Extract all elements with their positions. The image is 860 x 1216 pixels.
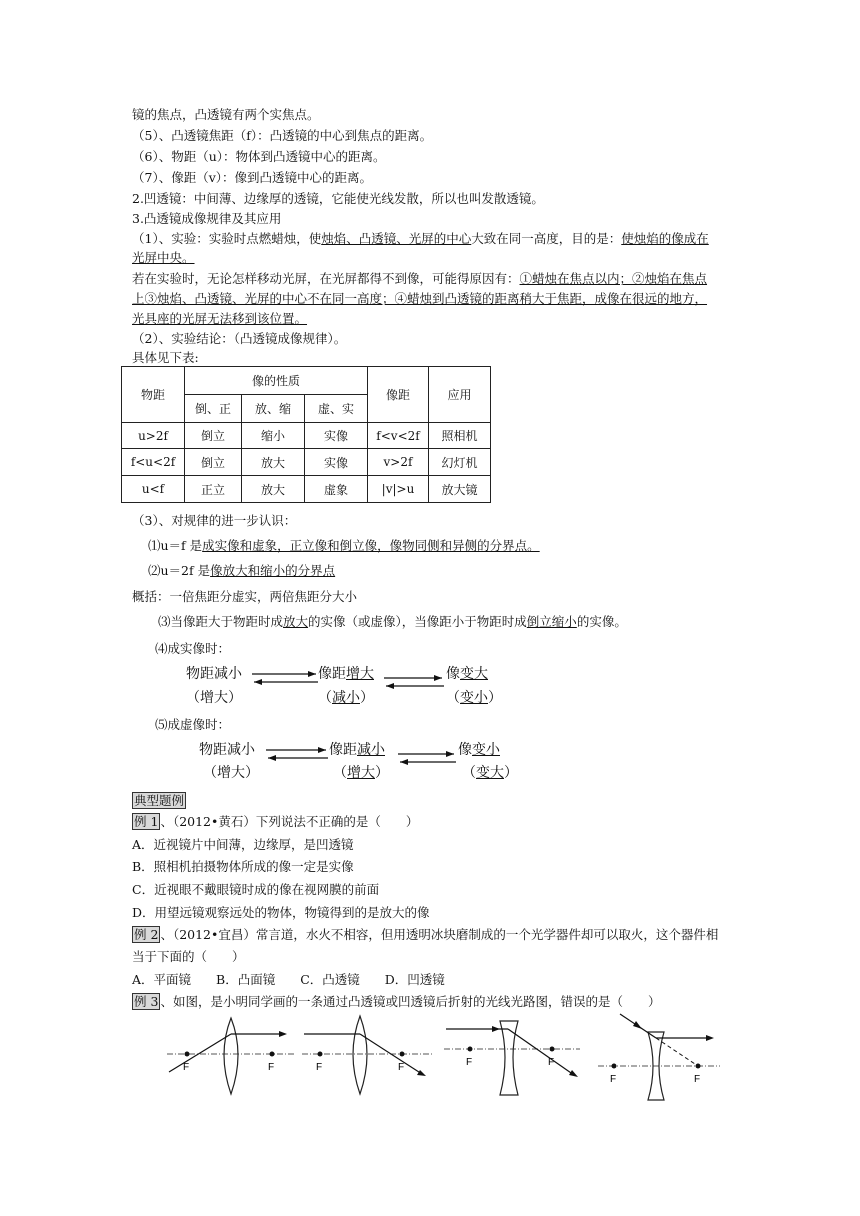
underlined-text: 增大: [346, 666, 374, 682]
text-span: 若在实验时，无论怎样移动光屏，在光屏都得不到像，可能得原因有：: [132, 271, 520, 286]
flow-object-distance-alt: （增大）: [203, 765, 259, 781]
table-cell: 放大: [242, 449, 305, 476]
flow-object-distance: 物距减小: [199, 742, 255, 758]
text-line: （2）、实验结论：（凸透镜成像规律）。: [132, 331, 347, 346]
flow-object-distance: 物距减小: [186, 666, 242, 682]
underlined-text: 上③烛焰、凸透镜、光屏的中心不在同一高度；④蜡烛到凸透镜的距离稍大于焦距，成像在很远的地方，: [132, 291, 708, 306]
text-span: ）: [504, 765, 518, 781]
question-line: [132, 993, 660, 1011]
underlined-text: 光屏中央。: [132, 250, 195, 265]
focus-label: F: [316, 1062, 323, 1073]
text-span: ⑵u＝2f 是: [148, 563, 211, 578]
text-line: （6）、物距（u）：物体到凸透镜中心的距离。: [132, 149, 386, 164]
table-header: 倒、正: [185, 395, 242, 423]
text-span: （: [333, 765, 347, 781]
focus-label: F: [694, 1074, 701, 1085]
text-span: 大致在同一高度，目的是：: [471, 231, 622, 246]
question-text: 、（2012•宜昌）常言道，水火不相容，但用透明冰块磨制成的一个光学器件却可以取火，这个器件相: [160, 927, 719, 942]
underlined-text: 像放大和缩小的分界点: [210, 563, 336, 578]
figure-convex-lens-a: [165, 1012, 300, 1102]
double-arrow-icon: [396, 748, 458, 768]
flow-image-distance-alt: [333, 762, 389, 782]
example-tag: 例 1: [134, 814, 159, 829]
flow-image-distance-alt: [318, 687, 374, 707]
text-span: ⑴u＝f 是: [148, 538, 203, 553]
text-span: ⑶当像距大于物距时成: [158, 614, 284, 629]
text-span: ）: [375, 765, 389, 781]
question-line: [132, 926, 718, 944]
option-a: A．近视镜片中间薄，边缘厚，是凹透镜: [132, 837, 354, 852]
underlined-text: 倒立缩小: [526, 614, 577, 629]
table-cell: 放大镜: [429, 476, 491, 503]
table-cell: 倒立: [185, 423, 242, 449]
underlined-text: 烛焰、凸透镜、光屏的中心: [321, 231, 472, 246]
underlined-text: 变小: [460, 690, 488, 706]
focus-label: F: [268, 1062, 275, 1073]
flow-image-size-alt: [446, 687, 502, 707]
option-b: B．照相机拍摄物体所成的像一定是实像: [132, 859, 354, 874]
underlined-text: ①蜡烛在焦点以内；②烛焰在焦点: [519, 271, 708, 286]
table-cell: 倒立: [185, 449, 242, 476]
text-span: ）: [488, 690, 502, 706]
question-text: 、（2012•黄石）下列说法不正确的是（ ）: [160, 814, 419, 829]
underlined-text: 变大: [476, 765, 504, 781]
text-span: （: [446, 690, 460, 706]
table-cell: 幻灯机: [429, 449, 491, 476]
table-header: 虚、实: [305, 395, 368, 423]
option-c: C．近视眼不戴眼镜时成的像在视网膜的前面: [132, 882, 380, 897]
focus-label: F: [610, 1074, 617, 1085]
text-line: （5）、凸透镜焦距（f）：凸透镜的中心到焦点的距离。: [132, 128, 433, 143]
table-cell: 放大: [242, 476, 305, 503]
underlined-text: 成实像和虚象，正立像和倒立像，像物同侧和异侧的分界点。: [202, 538, 540, 553]
flow-image-distance: [318, 663, 374, 683]
text-span: 像: [446, 666, 460, 682]
table-cell: 照相机: [429, 423, 491, 449]
table-header: 应用: [429, 367, 491, 423]
table-cell: v>2f: [368, 449, 429, 476]
text-line: [132, 270, 707, 288]
table-header: 放、缩: [242, 395, 305, 423]
options-line: A．平面镜 B．凸面镜 C．凸透镜 D．凹透镜: [132, 972, 445, 987]
text-span: 像距: [329, 742, 357, 758]
text-line: 概括：一倍焦距分虚实，两倍焦距分大小: [132, 589, 358, 604]
option-d: D．用望远镜观察远处的物体，物镜得到的是放大的像: [132, 905, 430, 920]
focus-label: F: [466, 1057, 473, 1068]
table-cell: 实像: [305, 449, 368, 476]
text-line: 具体见下表:: [132, 350, 199, 365]
figure-concave-lens-c: [440, 1015, 585, 1105]
underlined-text: 变大: [460, 666, 488, 682]
flow-image-distance: [329, 739, 385, 759]
flow-image-size: [446, 663, 488, 683]
text-line: 3.凸透镜成像规律及其应用: [132, 211, 282, 226]
underlined-text: 减小: [332, 690, 360, 706]
section-label: 典型题例: [134, 793, 185, 808]
table-cell: f<u<2f: [122, 449, 185, 476]
text-span: （: [318, 690, 332, 706]
underlined-text: 使烛焰的像成在: [621, 231, 709, 246]
table-header: 物距: [122, 367, 185, 423]
table-cell: 正立: [185, 476, 242, 503]
text-line: [158, 613, 627, 631]
underlined-text: 减小: [357, 742, 385, 758]
table-cell: 虚象: [305, 476, 368, 503]
table-row: [122, 476, 491, 503]
table-row: [122, 449, 491, 476]
example-tag: 例 3: [134, 994, 159, 1009]
text-span: 的实像。: [576, 614, 627, 629]
focus-label: F: [548, 1057, 555, 1068]
flow-image-size-alt: [462, 762, 518, 782]
underlined-text: 放大: [283, 614, 309, 629]
text-span: ）: [360, 690, 374, 706]
text-line: （7）、像距（v）：像到凸透镜中心的距离。: [132, 170, 373, 185]
double-arrow-icon: [264, 744, 330, 764]
double-arrow-icon: [250, 668, 320, 688]
text-span: 像: [458, 742, 472, 758]
figure-convex-lens-b: [298, 1012, 438, 1102]
table-cell: f<v<2f: [368, 423, 429, 449]
table-cell: u<f: [122, 476, 185, 503]
focus-label: F: [183, 1062, 190, 1073]
text-span: 的实像（或虚像），当像距小于物距时成: [308, 614, 527, 629]
table-cell: 缩小: [242, 423, 305, 449]
table-cell: u>2f: [122, 423, 185, 449]
text-line: [132, 230, 709, 248]
question-line: [132, 813, 418, 831]
flow-image-size: [458, 739, 500, 759]
focus-label: F: [398, 1062, 405, 1073]
text-line: ⑸成虚像时：: [155, 717, 231, 732]
text-line: [148, 537, 540, 555]
example-tag: 例 2: [134, 927, 159, 942]
text-span: （: [462, 765, 476, 781]
underlined-text: 变小: [472, 742, 500, 758]
underlined-text: 增大: [347, 765, 375, 781]
text-line: ⑷成实像时：: [155, 641, 231, 656]
underlined-text: 光具座的光屏无法移到该位置。: [132, 311, 308, 326]
question-text: 、如图，是小明同学画的一条通过凸透镜或凹透镜后折射的光线光路图，错误的是（ ）: [160, 994, 661, 1009]
text-line: 2.凹透镜：中间薄、边缘厚的透镜，它能使光线发散，所以也叫发散透镜。: [132, 191, 544, 206]
table-cell: 实像: [305, 423, 368, 449]
figure-concave-lens-d: [590, 1010, 725, 1102]
text-line: （3）、对规律的进一步认识：: [132, 513, 297, 528]
text-line: 镜的焦点，凸透镜有两个实焦点。: [132, 107, 320, 122]
question-line: 当于下面的（ ）: [132, 949, 245, 964]
text-span: （1）、实验：实验时点燃蜡烛，使: [132, 231, 322, 246]
text-span: 像距: [318, 666, 346, 682]
table-header: 像的性质: [185, 367, 368, 395]
flow-object-distance-alt: （增大）: [186, 690, 242, 706]
double-arrow-icon: [382, 672, 446, 692]
table-header: 像距: [368, 367, 429, 423]
table-row: [122, 423, 491, 449]
section-heading: [132, 792, 186, 810]
table-cell: |v|>u: [368, 476, 429, 503]
imaging-rules-table: [121, 366, 491, 503]
text-line: [148, 562, 335, 580]
